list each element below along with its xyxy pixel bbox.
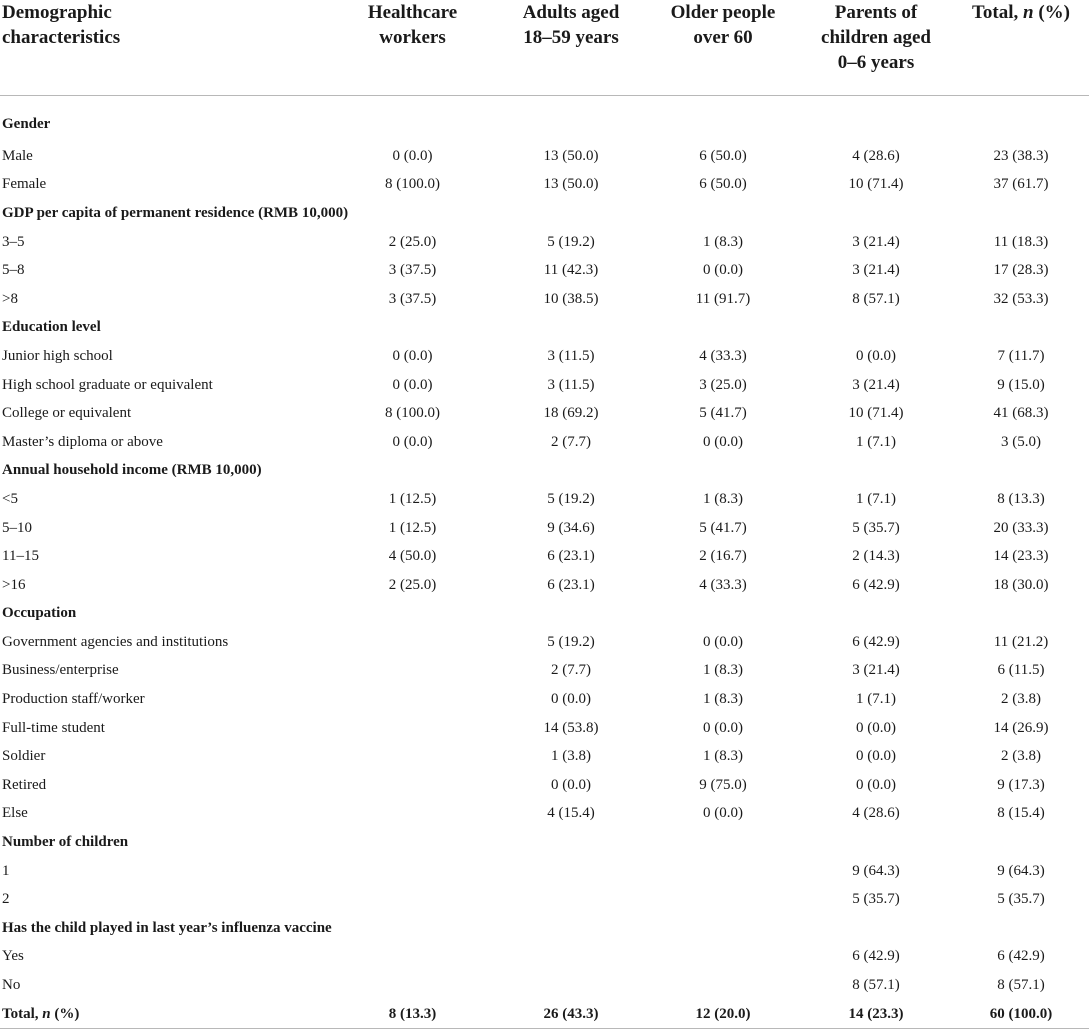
table-cell (647, 943, 799, 972)
table-row (0, 285, 1089, 314)
table-cell: 1 (8.3) (703, 490, 743, 507)
table-cell: 0 (0.0) (703, 433, 743, 450)
table-cell: 6 (23.1) (547, 576, 595, 593)
table-cell: 6 (11.5) (997, 662, 1045, 679)
table-cell: 0 (0.0) (703, 719, 743, 736)
row-label: Else (2, 805, 28, 822)
table-cell: 0 (0.0) (703, 262, 743, 279)
section-label: Occupation (2, 605, 77, 622)
table-cell (330, 885, 495, 914)
table-row (0, 800, 1089, 829)
section-label: Annual household income (RMB 10,000) (2, 462, 262, 479)
table-cell: 0 (0.0) (856, 776, 896, 793)
row-label: Female (2, 176, 47, 193)
table-cell: 0 (0.0) (856, 719, 896, 736)
table-cell: 6 (42.9) (852, 948, 900, 965)
row-label: Business/enterprise (2, 662, 119, 679)
table-cell: 6 (42.9) (852, 576, 900, 593)
row-label: Government agencies and institutions (2, 633, 229, 650)
table-cell: 7 (11.7) (997, 347, 1045, 364)
table-body (0, 96, 1089, 1029)
table-row (0, 171, 1089, 200)
row-label: Soldier (2, 748, 46, 765)
total-label-suffix: (%) (50, 1005, 80, 1022)
table-cell: 11 (42.3) (543, 262, 599, 279)
table-cell: 8 (57.1) (852, 977, 900, 994)
table-row (0, 142, 1089, 171)
row-label: College or equivalent (2, 405, 132, 422)
table-row (0, 371, 1089, 400)
table-cell: 11 (21.2) (993, 633, 1049, 650)
table-cell: 0 (0.0) (856, 748, 896, 765)
table-cell: 0 (0.0) (703, 805, 743, 822)
table-cell: 3 (25.0) (699, 376, 747, 393)
table-cell: 26 (43.3) (495, 1000, 647, 1029)
header-total-prefix: Total, (971, 2, 1024, 23)
table-row (0, 542, 1089, 571)
table-cell: 0 (0.0) (551, 691, 591, 708)
table-cell: 3 (11.5) (547, 347, 595, 364)
table-cell: 1 (8.3) (703, 691, 743, 708)
table-cell (330, 685, 495, 714)
row-label: Master’s diploma or above (2, 433, 163, 450)
total-label-prefix: Total, (2, 1005, 43, 1022)
table-cell: 5 (41.7) (699, 405, 747, 422)
section-header-row (0, 600, 1089, 629)
table-row (0, 657, 1089, 686)
section-header-row (0, 457, 1089, 486)
table-cell: 2 (25.0) (388, 576, 437, 593)
row-label: 2 (2, 891, 10, 908)
table-cell (330, 714, 495, 743)
table-cell: 6 (50.0) (699, 176, 747, 193)
table-cell: 3 (21.4) (852, 262, 900, 279)
table-row (0, 742, 1089, 771)
table-cell: 2 (3.8) (1001, 691, 1041, 708)
header-adults (495, 0, 647, 96)
header-demographic-characteristics (0, 0, 330, 96)
table-cell: 11 (91.7) (695, 290, 751, 307)
table-cell: 4 (15.4) (547, 805, 595, 822)
table-cell: 4 (33.3) (699, 576, 747, 593)
header-line: Demographic (2, 2, 112, 23)
section-label: Gender (2, 115, 51, 132)
table-cell: 20 (33.3) (993, 519, 1049, 536)
table-header-row (0, 0, 1089, 96)
table-cell: 6 (50.0) (699, 147, 747, 164)
table-cell: 10 (71.4) (848, 405, 904, 422)
table-cell: 10 (71.4) (848, 176, 904, 193)
section-label: GDP per capita of permanent residence (RMB 10,000) (2, 204, 349, 221)
row-label: Full-time student (2, 719, 105, 736)
header-total-suffix: (%) (1033, 2, 1071, 23)
table-cell: 8 (13.3) (330, 1000, 495, 1029)
table-cell: 0 (0.0) (551, 776, 591, 793)
table-cell: 5 (19.2) (547, 233, 595, 250)
header-line: Adults aged (522, 2, 620, 23)
header-total (953, 0, 1089, 96)
table-cell: 9 (15.0) (997, 376, 1045, 393)
row-label: No (2, 977, 21, 994)
header-line: 18–59 years (523, 27, 619, 48)
header-line: Older people (670, 2, 776, 23)
table-cell: 14 (53.8) (543, 719, 599, 736)
table-cell: 12 (20.0) (647, 1000, 799, 1029)
table-cell: 3 (37.5) (388, 262, 437, 279)
table-cell (495, 943, 647, 972)
table-cell: 8 (15.4) (997, 805, 1045, 822)
total-row (0, 1000, 1089, 1029)
table-cell (495, 857, 647, 886)
table-cell: 1 (3.8) (551, 748, 591, 765)
section-header-row (0, 314, 1089, 343)
table-cell: 5 (35.7) (852, 891, 900, 908)
row-label: >8 (2, 290, 18, 307)
table-cell (330, 742, 495, 771)
table-cell: 18 (69.2) (543, 405, 599, 422)
table-cell: 10 (38.5) (543, 290, 599, 307)
header-healthcare-workers (330, 0, 495, 96)
header-parents (799, 0, 953, 96)
table-cell: 6 (42.9) (997, 948, 1045, 965)
table-cell: 1 (7.1) (856, 691, 896, 708)
table-cell: 14 (23.3) (993, 548, 1049, 565)
row-label: 5–8 (2, 262, 25, 279)
table-cell: 9 (17.3) (997, 776, 1045, 793)
table-cell: 14 (23.3) (799, 1000, 953, 1029)
table-cell: 2 (14.3) (852, 548, 900, 565)
table-cell: 18 (30.0) (993, 576, 1049, 593)
table-cell: 9 (75.0) (699, 776, 747, 793)
table-cell: 2 (7.7) (551, 433, 591, 450)
table-cell: 3 (21.4) (852, 233, 900, 250)
table-cell (495, 971, 647, 1000)
table-row (0, 342, 1089, 371)
table-cell: 4 (33.3) (699, 347, 747, 364)
table-cell: 2 (25.0) (388, 233, 437, 250)
table-cell (647, 971, 799, 1000)
table-cell: 8 (57.1) (997, 977, 1045, 994)
table-cell: 5 (19.2) (547, 490, 595, 507)
table-row (0, 943, 1089, 972)
table-cell: 60 (100.0) (953, 1000, 1089, 1029)
table-cell: 1 (8.3) (703, 748, 743, 765)
header-total-n: n (1023, 2, 1034, 23)
table-cell (647, 857, 799, 886)
table-cell: 3 (11.5) (547, 376, 595, 393)
table-row (0, 714, 1089, 743)
table-cell: 3 (37.5) (388, 290, 437, 307)
table-cell (330, 800, 495, 829)
row-label (0, 1000, 330, 1029)
table-cell: 8 (13.3) (997, 490, 1045, 507)
table-cell: 32 (53.3) (993, 290, 1049, 307)
table-row (0, 771, 1089, 800)
row-label: 1 (2, 862, 10, 879)
table-cell: 0 (0.0) (703, 633, 743, 650)
table-row (0, 628, 1089, 657)
header-line: Healthcare (367, 2, 458, 23)
table-cell: 8 (100.0) (385, 405, 440, 422)
section-header-row (0, 828, 1089, 857)
table-row (0, 399, 1089, 428)
table-cell: 3 (21.4) (852, 376, 900, 393)
row-label: Yes (2, 948, 24, 965)
table-cell: 11 (18.3) (993, 233, 1049, 250)
table-cell: 1 (8.3) (703, 662, 743, 679)
section-label: Number of children (2, 834, 129, 851)
table-cell: 6 (23.1) (547, 548, 595, 565)
table-cell (330, 971, 495, 1000)
table-row (0, 685, 1089, 714)
row-label: 5–10 (2, 519, 32, 536)
section-header-row (0, 199, 1089, 228)
row-label: 3–5 (2, 233, 25, 250)
row-label: Junior high school (2, 347, 113, 364)
table-cell (647, 885, 799, 914)
table-cell: 2 (3.8) (1001, 748, 1041, 765)
table-cell: 5 (35.7) (997, 891, 1045, 908)
table-cell (330, 628, 495, 657)
table-cell: 17 (28.3) (993, 262, 1049, 279)
header-line: over 60 (693, 27, 753, 48)
header-line: 0–6 years (837, 52, 915, 73)
table-cell: 4 (28.6) (852, 805, 900, 822)
header-line: Parents of (834, 2, 918, 23)
table-cell (330, 857, 495, 886)
table-cell: 1 (8.3) (703, 233, 743, 250)
table-row (0, 571, 1089, 600)
table-cell: 4 (28.6) (852, 147, 900, 164)
table-row (0, 428, 1089, 457)
row-label: High school graduate or equivalent (2, 376, 213, 393)
table-cell: 0 (0.0) (392, 347, 433, 364)
table-row (0, 228, 1089, 257)
table-cell: 6 (42.9) (852, 633, 900, 650)
table-cell: 3 (5.0) (1001, 433, 1041, 450)
table-cell: 23 (38.3) (993, 147, 1049, 164)
section-label: Has the child played in last year’s influenza vaccine (2, 919, 332, 936)
table-cell: 1 (12.5) (388, 490, 437, 507)
row-label: Male (2, 147, 33, 164)
row-label: <5 (2, 490, 18, 507)
table-row (0, 971, 1089, 1000)
table-cell: 4 (50.0) (388, 548, 437, 565)
table-row (0, 514, 1089, 543)
header-line: workers (379, 27, 446, 48)
row-label: Retired (2, 776, 47, 793)
table-row (0, 885, 1089, 914)
table-cell: 0 (0.0) (856, 347, 896, 364)
table-cell (330, 657, 495, 686)
table-cell: 13 (50.0) (543, 176, 599, 193)
table-cell (495, 885, 647, 914)
table-cell (330, 771, 495, 800)
table-cell: 2 (7.7) (551, 662, 591, 679)
header-line: children aged (821, 27, 931, 48)
table-cell: 1 (12.5) (388, 519, 437, 536)
table-cell (330, 943, 495, 972)
table-cell: 2 (16.7) (699, 548, 747, 565)
table-row (0, 256, 1089, 285)
table-cell: 9 (64.3) (852, 862, 900, 879)
table-cell: 9 (64.3) (997, 862, 1045, 879)
section-header-row (0, 914, 1089, 943)
table-cell: 41 (68.3) (993, 405, 1049, 422)
table-cell: 5 (35.7) (852, 519, 900, 536)
table-cell: 0 (0.0) (392, 147, 433, 164)
table-cell: 9 (34.6) (547, 519, 595, 536)
table-cell: 13 (50.0) (543, 147, 599, 164)
table-cell: 1 (7.1) (856, 490, 896, 507)
table-cell: 5 (19.2) (547, 633, 595, 650)
table-cell: 8 (100.0) (385, 176, 440, 193)
table-cell: 14 (26.9) (993, 719, 1049, 736)
total-label-n: n (42, 1005, 51, 1022)
header-line: characteristics (2, 27, 121, 48)
table-cell: 3 (21.4) (852, 662, 900, 679)
header-older-people (647, 0, 799, 96)
section-label: Education level (2, 319, 101, 336)
table-cell: 5 (41.7) (699, 519, 747, 536)
row-label: Production staff/worker (2, 691, 145, 708)
row-label: >16 (2, 576, 26, 593)
table-cell: 0 (0.0) (392, 433, 433, 450)
section-header-row (0, 96, 1089, 143)
table-cell: 1 (7.1) (856, 433, 896, 450)
table-row (0, 857, 1089, 886)
row-label: 11–15 (2, 548, 39, 565)
table-cell: 8 (57.1) (852, 290, 900, 307)
table-row (0, 485, 1089, 514)
table-cell: 0 (0.0) (392, 376, 433, 393)
table-cell: 37 (61.7) (993, 176, 1049, 193)
